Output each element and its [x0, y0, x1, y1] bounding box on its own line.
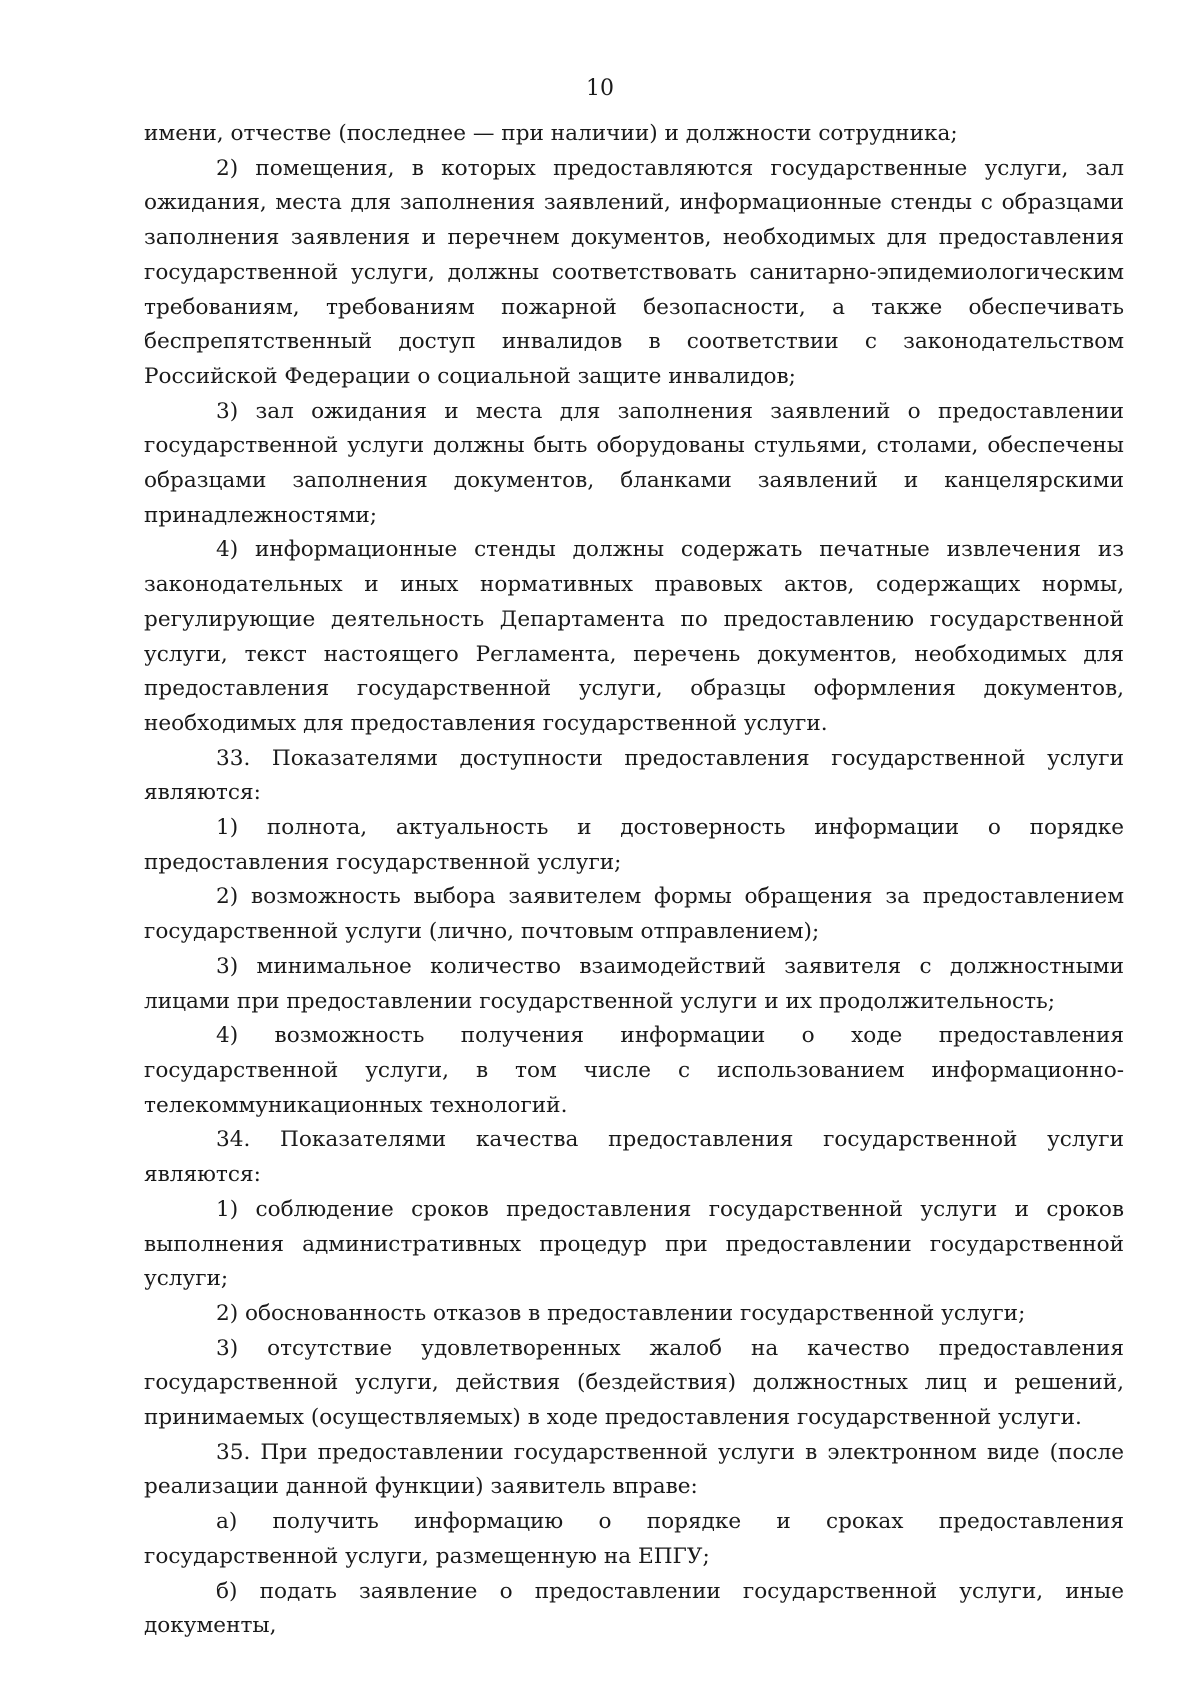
paragraph-35-item-b: б) подать заявление о предоставлении государственной услуги, иные документы, [144, 1578, 1124, 1639]
document-body [144, 117, 1124, 1644]
paragraph-section-33: 33. Показателями доступности предоставления государственной услуги являются: [144, 745, 1124, 806]
paragraph-item-3-waiting-hall: 3) зал ожидания и места для заполнения заявлений о предоставлении государственной услуги должны быть оборудованы стульями, столами, обеспечены образцами заполнения документов, бланками заявлений и канцелярскими принадлежностями; [144, 398, 1124, 528]
paragraph-section-34: 34. Показателями качества предоставления государственной услуги являются: [144, 1127, 1124, 1188]
page-number: 10 [586, 76, 614, 101]
paragraph-34-item-2: 2) обоснованность отказов в предоставлении государственной услуги; [216, 1300, 1026, 1326]
paragraph-34-item-3: 3) отсутствие удовлетворенных жалоб на качество предоставления государственной услуги, действия (бездействия) должностных лиц и решений, принимаемых (осуществляемых) в ходе предоставления государственной услуги. [144, 1335, 1124, 1431]
paragraph-33-item-2: 2) возможность выбора заявителем формы обращения за предоставлением государственной услуги (лично, почтовым отправлением); [144, 884, 1124, 945]
paragraph-33-item-4: 4) возможность получения информации о ходе предоставления государственной услуги, в том числе с использованием информационно-телекоммуникационных технологий. [144, 1023, 1124, 1118]
paragraph-35-item-a: а) получить информацию о порядке и сроках предоставления государственной услуги, размещенную на ЕПГУ; [144, 1509, 1124, 1569]
paragraph-34-item-1: 1) соблюдение сроков предоставления государственной услуги и сроков выполнения административных процедур при предоставлении государственной услуги; [144, 1196, 1124, 1292]
paragraph-33-item-1: 1) полнота, актуальность и достоверность информации о порядке предоставления государственной услуги; [144, 815, 1124, 875]
paragraph-item-2-premises: 2) помещения, в которых предоставляются государственные услуги, зал ожидания, места для заполнения заявлений, информационные стенды с образцами заполнения заявления и перечнем документов, необходимых для предоставления государственной услуги, должны соответствовать санитарно-эпидемиологическим требованиям, требованиям пожарной безопасности, а также обеспечивать беспрепятственный доступ инвалидов в соответствии с законодательством Российской Федерации о социальной защите инвалидов; [144, 155, 1124, 389]
paragraph-33-item-3: 3) минимальное количество взаимодействий заявителя с должностными лицами при предоставлении государственной услуги и их продолжительность; [144, 953, 1124, 1014]
paragraph-item-4-info-stands: 4) информационные стенды должны содержать печатные извлечения из законодательных и иных нормативных правовых актов, содержащих нормы, регулирующие деятельность Департамента по предоставлению государственной услуги, текст настоящего Регламента, перечень документов, необходимых для предоставления государственной услуги, образцы оформления документов, необходимых для предоставления государственной услуги. [144, 537, 1124, 736]
paragraph-section-35: 35. При предоставлении государственной услуги в электронном виде (после реализации данной функции) заявитель вправе: [144, 1439, 1124, 1500]
paragraph-continuation: имени, отчестве (последнее — при наличии) и должности сотрудника; [144, 121, 958, 146]
